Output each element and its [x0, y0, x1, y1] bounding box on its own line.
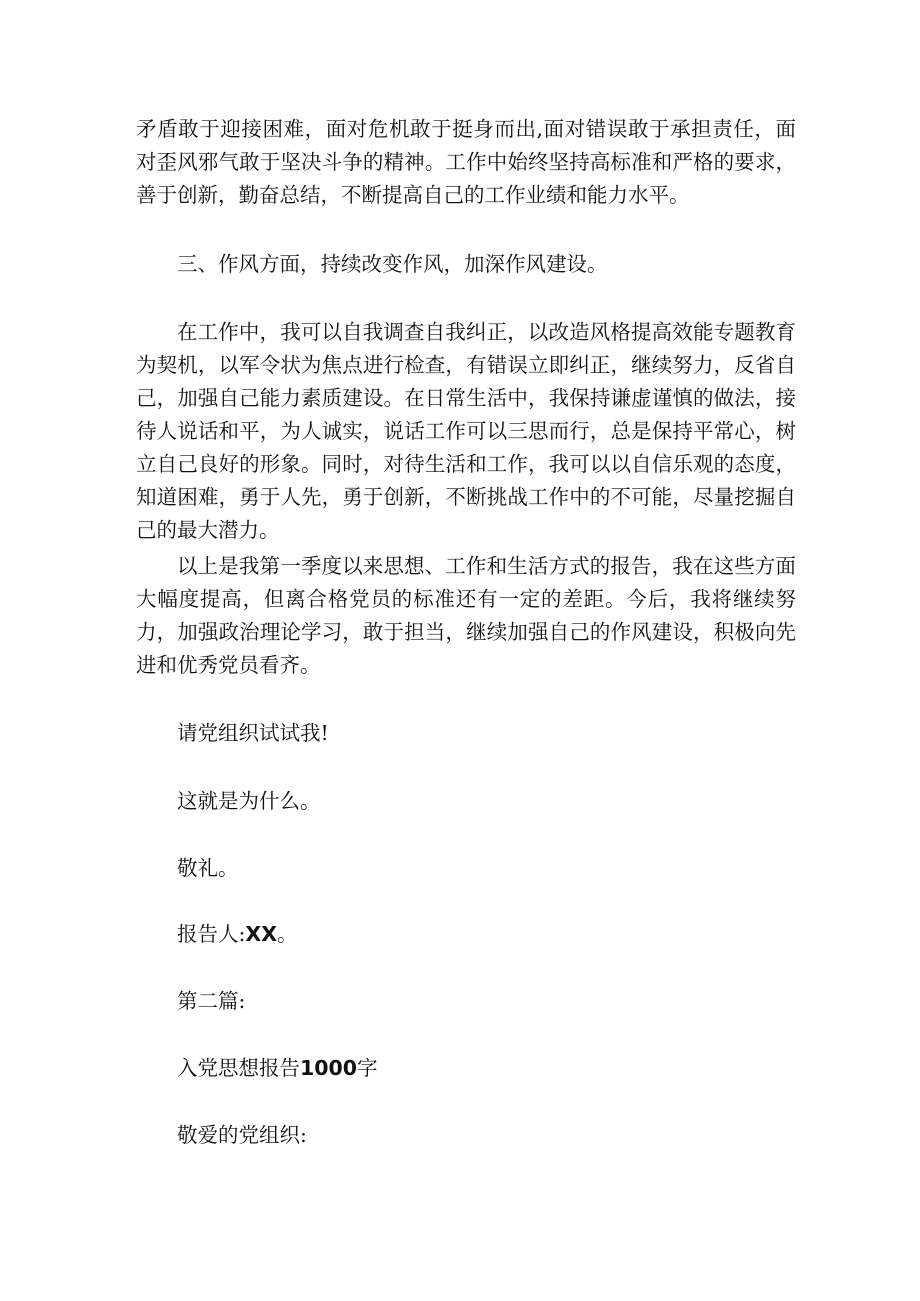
greeting-line: 敬爱的党组织: [177, 1123, 307, 1147]
title-suffix: 字 [357, 1056, 378, 1080]
section-heading-work-style: 三、作风方面，持续改变作风，加深作风建设。 [177, 252, 608, 276]
second-part-heading: 第二篇: [177, 989, 246, 1013]
reason-line: 这就是为什么。 [177, 789, 321, 813]
paragraph-summary: 以上是我第一季度以来思想、工作和生活方式的报告，我在这些方面大幅度提高，但离合格党员的标准还有一定的差距。今后，我将继续努力，加强政治理论学习，敢于担当，继续加强自己的作风建设，积极向先进和优秀党员看齐。 [136, 554, 796, 677]
reporter-line [177, 918, 298, 951]
reporter-end: 。 [277, 922, 298, 946]
second-part-title [177, 1052, 378, 1085]
paragraph-work-style: 在工作中，我可以自我调查自我纠正，以改造风格提高效能专题教育为契机，以军令状为焦点进行检查，有错误立即纠正，继续努力，反省自己，加强自己能力素质建设。在日常生活中，我保持谦虚谨慎的做法，接待人说话和平，为人诚实，说话工作可以三思而行，总是保持平常心，树立自己良好的形象。同时，对待生活和工作，我可以以自信乐观的态度，知道困难，勇于人先，勇于创新，不断挑战工作中的不可能，尽量挖掘自己的最大潜力。 [136, 320, 796, 542]
salute-line: 敬礼。 [177, 856, 239, 880]
reporter-name: XX [245, 922, 278, 946]
paragraph-continuation: 矛盾敢于迎接困难，面对危机敢于挺身而出,面对错误敢于承担责任，面对歪风邪气敢于坚决斗争的精神。工作中始终坚持高标准和严格的要求，善于创新，勤奋总结，不断提高自己的工作业绩和能力水平。 [136, 117, 796, 207]
request-line: 请党组织试试我! [177, 721, 329, 745]
title-number: 1000 [300, 1056, 358, 1080]
title-prefix: 入党思想报告 [177, 1056, 300, 1080]
reporter-label: 报告人: [177, 922, 246, 946]
